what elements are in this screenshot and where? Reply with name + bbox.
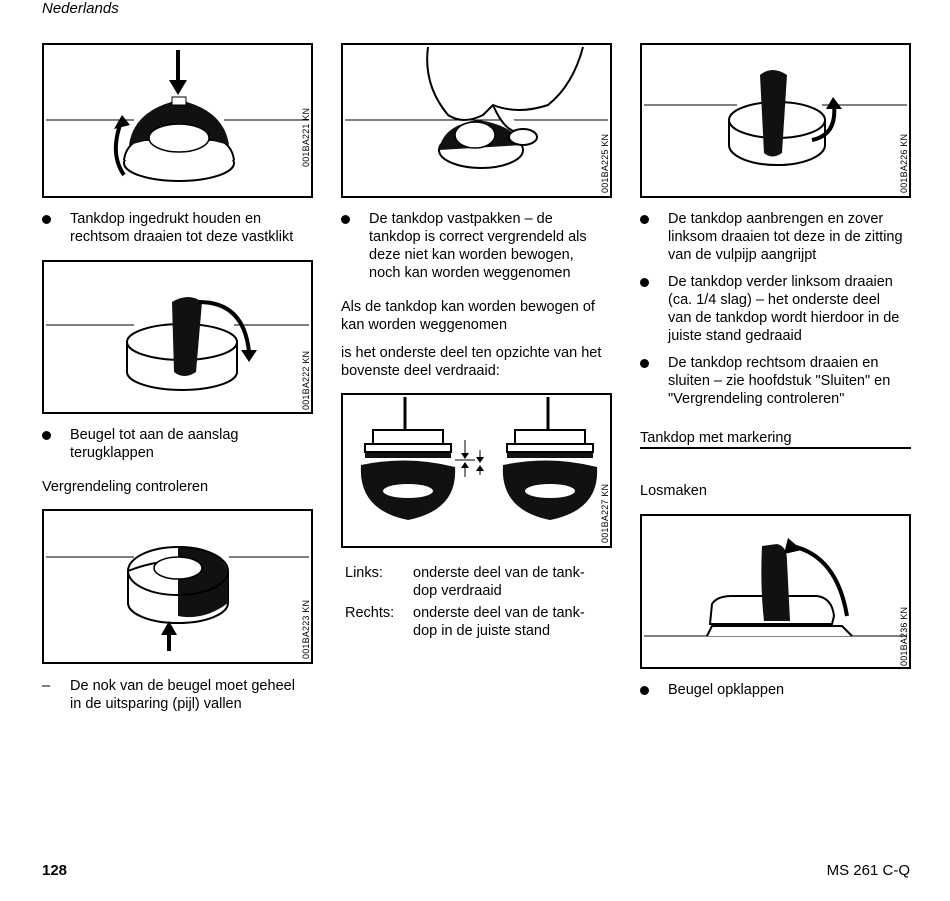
bullet-icon	[341, 215, 350, 224]
cap-illustration-2	[44, 262, 311, 412]
dash-marker: –	[42, 678, 51, 694]
figure-code: 001BA221 KN	[301, 107, 311, 167]
page-number: 128	[42, 862, 68, 879]
subheading-loosen: Losmaken	[640, 483, 707, 499]
cap-illustration-4	[343, 45, 610, 196]
section-rule	[640, 447, 911, 449]
instruction-lug-notch: – De nok van de beugel moet geheel in de uitsparing (pijl) vallen	[42, 678, 295, 712]
instruction-grip-cap: De tankdop vastpakken – de tankdop is correct vergrendeld als deze niet kan worden bewogen, noch kan worden weggenomen	[341, 210, 621, 285]
figure-code: 001BA223 KN	[301, 599, 311, 659]
instruction-press-turn: Tankdop ingedrukt houden en rechtsom draaien tot deze vastklikt	[42, 210, 317, 250]
bullet-icon	[42, 215, 51, 224]
cap-illustration-3	[44, 511, 311, 662]
instruction-close-cap: De tankdop rechtsom draaien en sluiten – zie hoofdstuk "Sluiten" en "Vergrendeling controleren"	[640, 354, 925, 412]
figure-grip-cap	[341, 43, 612, 198]
page-language: Nederlands	[42, 0, 119, 17]
bullet-icon	[640, 359, 649, 368]
bullet-icon	[42, 431, 51, 440]
bullet-icon	[640, 686, 649, 695]
bullet-icon	[640, 215, 649, 224]
cap-cross-section-illustration	[343, 395, 610, 546]
cap-illustration-5	[642, 45, 909, 196]
figure-fit-cap	[640, 43, 911, 198]
figure-press-turn-cap	[42, 43, 313, 198]
instruction-fit-cap: De tankdop aanbrengen en zover linksom draaien tot deze in de zitting van de vulpijp aangrijpt	[640, 210, 925, 268]
para-lower-part-rotated: is het onderste deel ten opzichte van het bovenste deel verdraaid:	[341, 345, 602, 379]
instruction-fold-back: Beugel tot aan de aanslag terugklappen	[42, 426, 317, 466]
instruction-fold-up-handle: Beugel opklappen	[640, 681, 925, 703]
figure-check-lock	[42, 509, 313, 664]
section-heading-marked-cap: Tankdop met markering	[640, 430, 792, 446]
figure-code: 001BA222 KN	[301, 350, 311, 410]
figure-code: 001BA226 KN	[899, 133, 909, 193]
figure-code: 001BA236 KN	[899, 606, 909, 666]
cap-illustration-1	[44, 45, 311, 196]
figure-fold-up-handle	[640, 514, 911, 669]
figure-code: 001BA227 KN	[600, 483, 610, 543]
bullet-icon	[640, 278, 649, 287]
figure-code: 001BA225 KN	[600, 133, 610, 193]
instruction-turn-further: De tankdop verder linksom draaien (ca. 1/4 slag) – het onderste deel van de tankdop wordt hierdoor in de juiste stand gedraaid	[640, 273, 925, 349]
figure-fold-back-handle	[42, 260, 313, 414]
figure-cap-comparison	[341, 393, 612, 548]
definition-list: Links: onderste deel van de tank- dop verdraaid Rechts: onderste deel van de tank- dop in de juiste stand	[345, 565, 585, 639]
heading-check-lock: Vergrendeling controleren	[42, 479, 209, 495]
cap-illustration-6	[642, 516, 909, 667]
model-name: MS 261 C-Q	[826, 862, 910, 879]
heading-cap-movable: Als de tankdop kan worden bewogen of kan worden weggenomen	[341, 299, 595, 333]
